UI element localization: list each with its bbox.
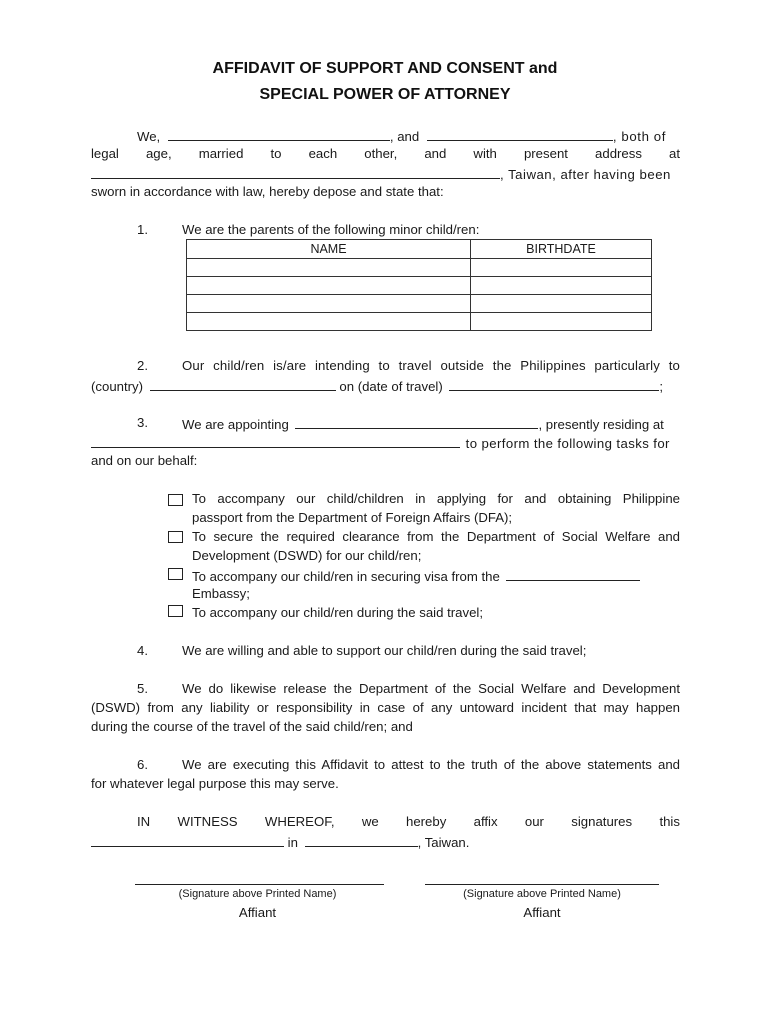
item5-line3: during the course of the travel of the said child/ren; and <box>91 719 413 734</box>
item5-number: 5. <box>137 681 148 696</box>
intro-line2 <box>91 146 680 162</box>
attorney-name-blank[interactable] <box>295 415 538 429</box>
table-row <box>187 313 652 331</box>
witness-in: in <box>287 835 298 850</box>
item1-text: We are the parents of the following minor child/ren: <box>182 222 480 237</box>
task2-checkbox[interactable] <box>168 531 183 543</box>
appointing-label: We are appointing <box>182 417 289 432</box>
first-parent-name-blank[interactable] <box>168 127 390 141</box>
item3-line2 <box>91 434 670 452</box>
intro-both-of: , both of <box>612 129 666 144</box>
item2-line1: Our child/ren is/are intending to travel outside the Philippines particularly to <box>182 358 680 373</box>
witness-word: WITNESS <box>177 814 238 829</box>
signature-caption-1: (Signature above Printed Name) <box>178 888 337 900</box>
second-parent-name-blank[interactable] <box>427 127 613 141</box>
intro-word: with <box>473 146 497 161</box>
intro-word: legal <box>91 146 119 161</box>
witness-word: this <box>659 814 680 829</box>
table-row <box>187 295 652 313</box>
intro-line4: sworn in accordance with law, hereby depose and state that: <box>91 184 444 199</box>
intro-word: at <box>669 146 681 161</box>
embassy-country-blank[interactable] <box>506 567 640 581</box>
table-header-row <box>187 240 652 259</box>
document-title-line2: SPECIAL POWER OF ATTORNEY <box>259 86 511 103</box>
intro-word: other, <box>364 146 398 161</box>
intro-word: address <box>595 146 642 161</box>
task2-line1: To secure the required clearance from the Department of Social Welfare and <box>192 529 680 544</box>
witness-word: WHEREOF, <box>264 814 335 829</box>
task3-text: To accompany our child/ren in securing visa from the <box>192 569 500 584</box>
task2-line2: Development (DSWD) for our child/ren; <box>192 548 422 563</box>
item3-line3: and on our behalf: <box>91 453 198 468</box>
intro-word: to <box>270 146 282 161</box>
child-name-cell[interactable] <box>187 259 471 277</box>
child-birthdate-cell[interactable] <box>471 313 652 331</box>
child-birthdate-cell[interactable] <box>471 295 652 313</box>
item6-number: 6. <box>137 757 148 772</box>
intro-word: present <box>523 146 568 161</box>
intro-taiwan: , Taiwan, after having been <box>500 167 671 182</box>
signature-line-2[interactable] <box>425 884 659 885</box>
task3-checkbox[interactable] <box>168 568 183 580</box>
perform-label: to perform the following tasks for <box>465 436 670 451</box>
child-birthdate-cell[interactable] <box>471 259 652 277</box>
child-birthdate-cell[interactable] <box>471 277 652 295</box>
witness-word: our <box>524 814 544 829</box>
witness-line2 <box>91 833 469 851</box>
witness-date-blank[interactable] <box>91 833 284 847</box>
task3-line1 <box>192 567 640 585</box>
affiant-label-2: Affiant <box>523 905 561 920</box>
item5-line1: We do likewise release the Department of the Social Welfare and Development <box>182 681 680 696</box>
item3-number: 3. <box>137 415 148 430</box>
date-of-travel-label: on (date of travel) <box>339 379 443 394</box>
task1-line1: To accompany our child/children in applying for and obtaining Philippine <box>192 491 680 506</box>
item5-line2: (DSWD) from any liability or responsibility in case of any untoward incident that may happen <box>91 700 680 715</box>
item6-line2: for whatever legal purpose this may serve. <box>91 776 339 791</box>
item4-text: We are willing and able to support our child/ren during the said travel; <box>182 643 587 658</box>
witness-word: we <box>361 814 379 829</box>
attorney-address-blank[interactable] <box>91 434 460 448</box>
intro-word: each <box>308 146 338 161</box>
task4-checkbox[interactable] <box>168 605 183 617</box>
item6-line1: We are executing this Affidavit to attest to the truth of the above statements and <box>182 757 680 772</box>
table-row <box>187 259 652 277</box>
intro-word: age, <box>145 146 172 161</box>
children-table <box>186 239 652 331</box>
witness-place-blank[interactable] <box>305 833 418 847</box>
signature-caption-2: (Signature above Printed Name) <box>463 888 621 900</box>
item2-line2 <box>91 377 663 395</box>
document-title-line1: AFFIDAVIT OF SUPPORT AND CONSENT and <box>212 60 558 77</box>
item2-number: 2. <box>137 358 148 373</box>
task1-checkbox[interactable] <box>168 494 183 506</box>
present-address-blank[interactable] <box>91 165 500 179</box>
name-column-header: NAME <box>187 240 471 259</box>
intro-we: We, <box>137 129 161 144</box>
item1-number: 1. <box>137 222 148 237</box>
birthdate-column-header: BIRTHDATE <box>471 240 652 259</box>
child-name-cell[interactable] <box>187 295 471 313</box>
child-name-cell[interactable] <box>187 313 471 331</box>
intro-line1 <box>137 127 680 145</box>
witness-word: hereby <box>405 814 447 829</box>
task4-line1: To accompany our child/ren during the said travel; <box>192 605 484 620</box>
intro-word: and <box>424 146 447 161</box>
country-label: (country) <box>91 379 144 394</box>
intro-line3 <box>91 165 671 183</box>
item4-number: 4. <box>137 643 148 658</box>
affiant-label-1: Affiant <box>238 905 277 920</box>
country-blank[interactable] <box>150 377 336 391</box>
residing-label: , presently residing at <box>538 417 664 432</box>
table-row <box>187 277 652 295</box>
witness-line1 <box>137 814 680 830</box>
signature-line-1[interactable] <box>135 884 384 885</box>
witness-word: signatures <box>571 814 633 829</box>
task1-line2: passport from the Department of Foreign Affairs (DFA); <box>192 510 513 525</box>
task3-line2: Embassy; <box>192 586 250 601</box>
witness-taiwan: , Taiwan. <box>417 835 470 850</box>
date-of-travel-blank[interactable] <box>449 377 659 391</box>
child-name-cell[interactable] <box>187 277 471 295</box>
intro-word: married <box>198 146 244 161</box>
intro-and: , and <box>389 129 420 144</box>
item3-line1 <box>182 415 664 433</box>
witness-word: IN <box>137 814 151 829</box>
item2-end: ; <box>659 379 664 394</box>
witness-word: affix <box>473 814 498 829</box>
